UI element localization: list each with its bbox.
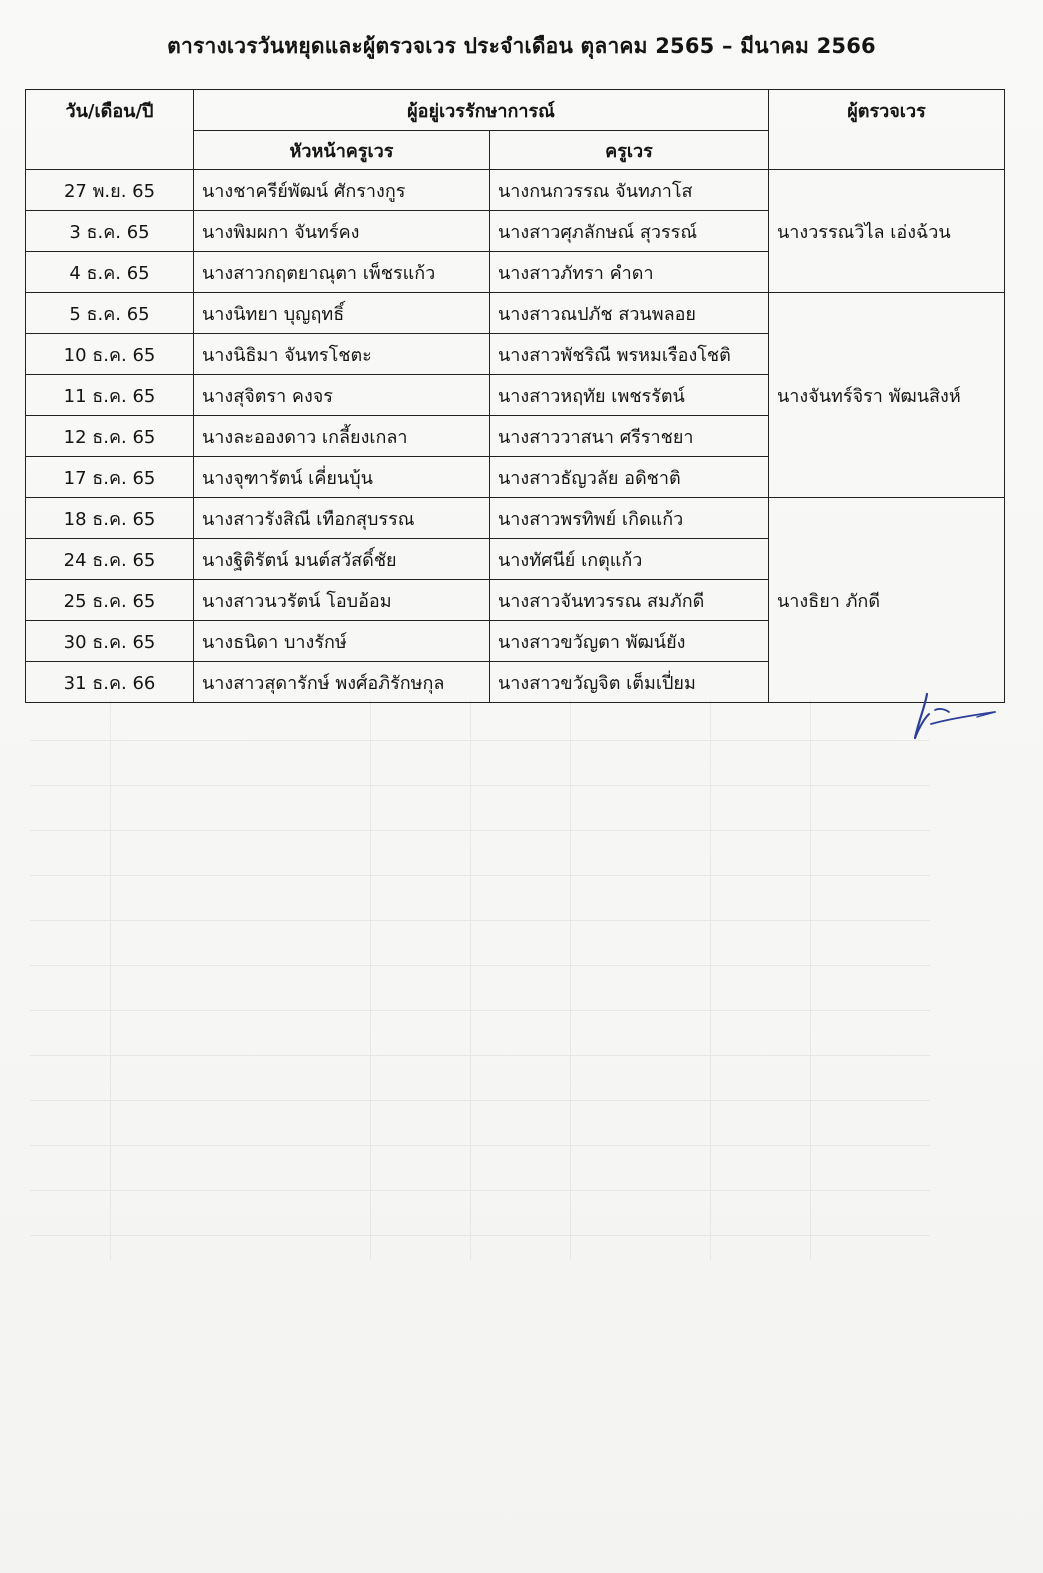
- document-title: ตารางเวรวันหยุดและผู้ตรวจเวร ประจำเดือน ตุลาคม 2565 – มีนาคม 2566: [167, 34, 876, 58]
- table-row: [26, 170, 1005, 211]
- date-cell: 12 ธ.ค. 65: [26, 416, 194, 457]
- teacher-cell: นางทัศนีย์ เกตุแก้ว: [490, 539, 769, 580]
- table-row: [26, 498, 1005, 539]
- teacher-cell: นางสาวหฤทัย เพชรรัตน์: [490, 375, 769, 416]
- handwritten-signature: [905, 688, 1005, 748]
- header-head-teacher: หัวหน้าครูเวร: [194, 131, 490, 170]
- bleed-through-texture: [30, 700, 1020, 1300]
- inspector-cell: นางจันทร์จิรา พัฒนสิงห์: [769, 293, 1005, 498]
- inspector-cell: นางธิยา ภักดี: [769, 498, 1005, 703]
- head-teacher-cell: นางสาวสุดารักษ์ พงศ์อภิรักษกุล: [194, 662, 490, 703]
- head-teacher-cell: นางนิธิมา จันทรโชตะ: [194, 334, 490, 375]
- inspector-cell: นางวรรณวิไล เอ่งฉ้วน: [769, 170, 1005, 293]
- header-teacher: ครูเวร: [490, 131, 769, 170]
- head-teacher-cell: นางนิทยา บุญฤทธิ์: [194, 293, 490, 334]
- head-teacher-cell: นางสาวนวรัตน์ โอบอ้อม: [194, 580, 490, 621]
- table-row: [26, 293, 1005, 334]
- head-teacher-cell: นางสุจิตรา คงจร: [194, 375, 490, 416]
- date-cell: 4 ธ.ค. 65: [26, 252, 194, 293]
- teacher-cell: นางสาวพัชริณี พรหมเรืองโชติ: [490, 334, 769, 375]
- date-cell: 30 ธ.ค. 65: [26, 621, 194, 662]
- duty-roster-table: [25, 89, 1005, 703]
- date-cell: 17 ธ.ค. 65: [26, 457, 194, 498]
- date-cell: 10 ธ.ค. 65: [26, 334, 194, 375]
- date-cell: 3 ธ.ค. 65: [26, 211, 194, 252]
- date-cell: 18 ธ.ค. 65: [26, 498, 194, 539]
- teacher-cell: นางสาวศุภลักษณ์ สุวรรณ์: [490, 211, 769, 252]
- header-inspector: ผู้ตรวจเวร: [769, 90, 1005, 170]
- teacher-cell: นางสาวณปภัช สวนพลอย: [490, 293, 769, 334]
- header-on-duty: ผู้อยู่เวรรักษาการณ์: [194, 90, 769, 131]
- header-date: วัน/เดือน/ปี: [26, 90, 194, 170]
- teacher-cell: นางสาวพรทิพย์ เกิดแก้ว: [490, 498, 769, 539]
- head-teacher-cell: นางชาครีย์พัฒน์ ศักรางกูร: [194, 170, 490, 211]
- head-teacher-cell: นางฐิติรัตน์ มนต์สวัสดิ์ชัย: [194, 539, 490, 580]
- head-teacher-cell: นางละอองดาว เกลี้ยงเกลา: [194, 416, 490, 457]
- head-teacher-cell: นางสาวกฤตยาณุตา เพ็ชรแก้ว: [194, 252, 490, 293]
- teacher-cell: นางสาวขวัญตา พัฒน์ยัง: [490, 621, 769, 662]
- teacher-cell: นางสาววาสนา ศรีราชยา: [490, 416, 769, 457]
- head-teacher-cell: นางสาวรังสิณี เทือกสุบรรณ: [194, 498, 490, 539]
- head-teacher-cell: นางพิมผกา จันทร์คง: [194, 211, 490, 252]
- teacher-cell: นางสาวธัญวลัย อดิชาติ: [490, 457, 769, 498]
- head-teacher-cell: นางจุฑารัตน์ เคี่ยนบุ้น: [194, 457, 490, 498]
- date-cell: 24 ธ.ค. 65: [26, 539, 194, 580]
- date-cell: 31 ธ.ค. 66: [26, 662, 194, 703]
- date-cell: 11 ธ.ค. 65: [26, 375, 194, 416]
- teacher-cell: นางสาวจันทวรรณ สมภักดี: [490, 580, 769, 621]
- head-teacher-cell: นางธนิดา บางรักษ์: [194, 621, 490, 662]
- teacher-cell: นางสาวขวัญจิต เต็มเปี่ยม: [490, 662, 769, 703]
- header-row: [26, 90, 1005, 131]
- date-cell: 5 ธ.ค. 65: [26, 293, 194, 334]
- teacher-cell: นางกนกวรรณ จันทภาโส: [490, 170, 769, 211]
- date-cell: 25 ธ.ค. 65: [26, 580, 194, 621]
- teacher-cell: นางสาวภัทรา คำดา: [490, 252, 769, 293]
- date-cell: 27 พ.ย. 65: [26, 170, 194, 211]
